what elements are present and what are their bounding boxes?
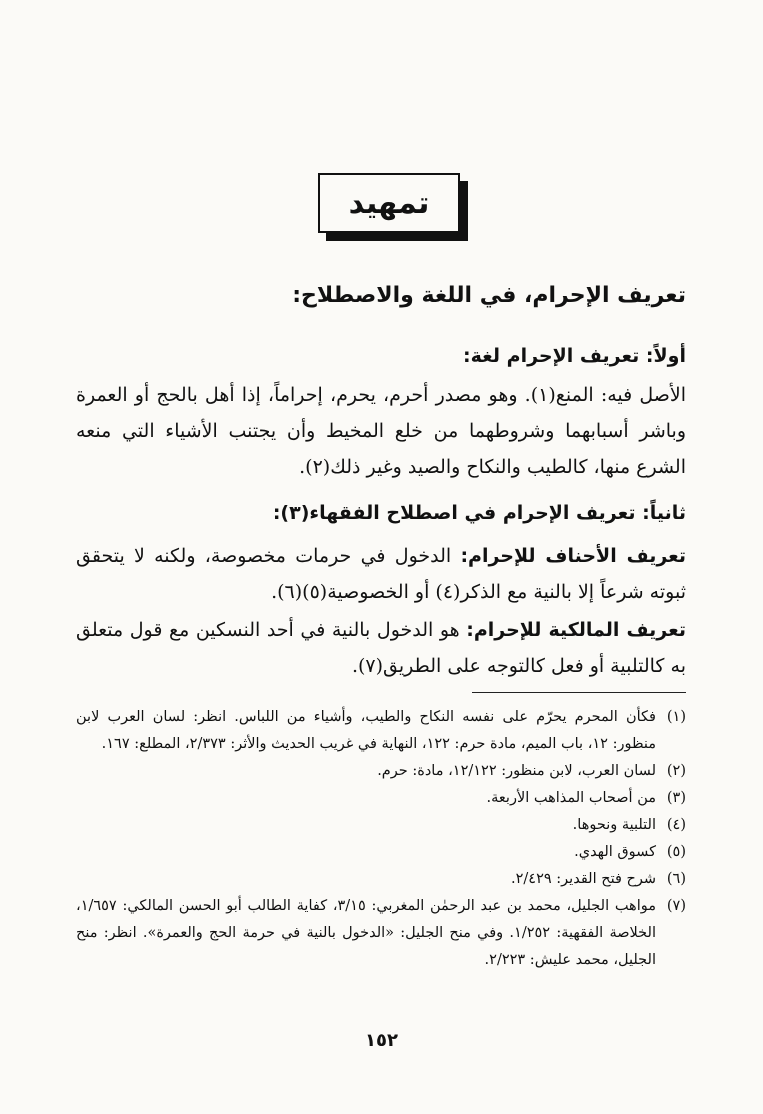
footnote-number: (٤) [666,817,686,833]
footnote [76,785,686,812]
footnote-text: لسان العرب، لابن منظور: ١٢/١٢٢، مادة: حرم. [377,763,656,779]
hanafi-text: الدخول في حرمات مخصوصة، ولكنه لا يتحقق ثبوته شرعاً إلا بالنية مع الذكر(٤) أو الخصوصية(٥)(٦). [76,545,686,603]
footnote [76,839,686,866]
footnotes [76,704,686,974]
hanafi-label: تعريف الأحناف للإحرام: [460,545,687,567]
page-number: ١٥٢ [365,1030,398,1051]
footnote [76,704,686,758]
main-heading: تعريف الإحرام، في اللغة والاصطلاح: [292,283,686,308]
title-frame [318,173,468,241]
maliki-label: تعريف المالكية للإحرام: [466,619,686,641]
section-heading-linguistic: أولاً: تعريف الإحرام لغة: [463,345,686,367]
footnote-text: كسوق الهدي. [574,844,656,860]
footnote [76,893,686,974]
footnote [76,866,686,893]
paragraph-hanafi [76,538,686,610]
footnote-number: (٢) [666,763,686,779]
footnote-text: شرح فتح القدير: ٢/٤٢٩. [511,871,656,887]
footnote-number: (٧) [666,898,686,914]
footnote-text: التلبية ونحوها. [572,817,656,833]
maliki-text: هو الدخول بالنية في أحد النسكين مع قول متعلق به كالتلبية أو فعل كالتوجه على الطريق(٧). [76,619,686,677]
footnote-divider [472,692,686,693]
footnote [76,812,686,839]
footnote-text: فكأن المحرم يحرّم على نفسه النكاح والطيب، وأشياء من اللباس. انظر: لسان العرب لابن منظور: ١٢، باب الميم، مادة حرم: ١٢٢، النهاية في غريب الحديث والأثر: ٢/٣٧٣، المطلع: ١٦٧. [76,709,656,752]
footnote-text: من أصحاب المذاهب الأربعة. [486,790,656,806]
footnote-number: (٥) [666,844,686,860]
page-title: تمهيد [318,173,460,233]
paragraph-maliki [76,612,686,684]
footnote-number: (١) [666,709,686,725]
footnote-number: (٦) [666,871,686,887]
footnote-number: (٣) [666,790,686,806]
section-heading-technical: ثانياً: تعريف الإحرام في اصطلاح الفقهاء(٣): [272,502,686,524]
footnote-text: مواهب الجليل، محمد بن عبد الرحمٰن المغربي: ٣/١٥، كفاية الطالب أبو الحسن المالكي: ١/٦٥٧، الخلاصة الفقهية: ١/٢٥٢. وفي منح الجليل: «الدخول بالنية في حرمة الحج والعمرة». انظر: منح الجليل، محمد عليش: ٢/٢٢٣. [76,898,656,968]
paragraph-linguistic: الأصل فيه: المنع(١). وهو مصدر أحرم، يحرم، إحراماً، إذا أهل بالحج أو العمرة وباشر أسبابهما وشروطهما من خلع المخيط وأن يجتنب الأشياء التي منعه الشرع منها، كالطيب والنكاح والصيد وغير ذلك(٢). [76,384,686,478]
footnote [76,758,686,785]
